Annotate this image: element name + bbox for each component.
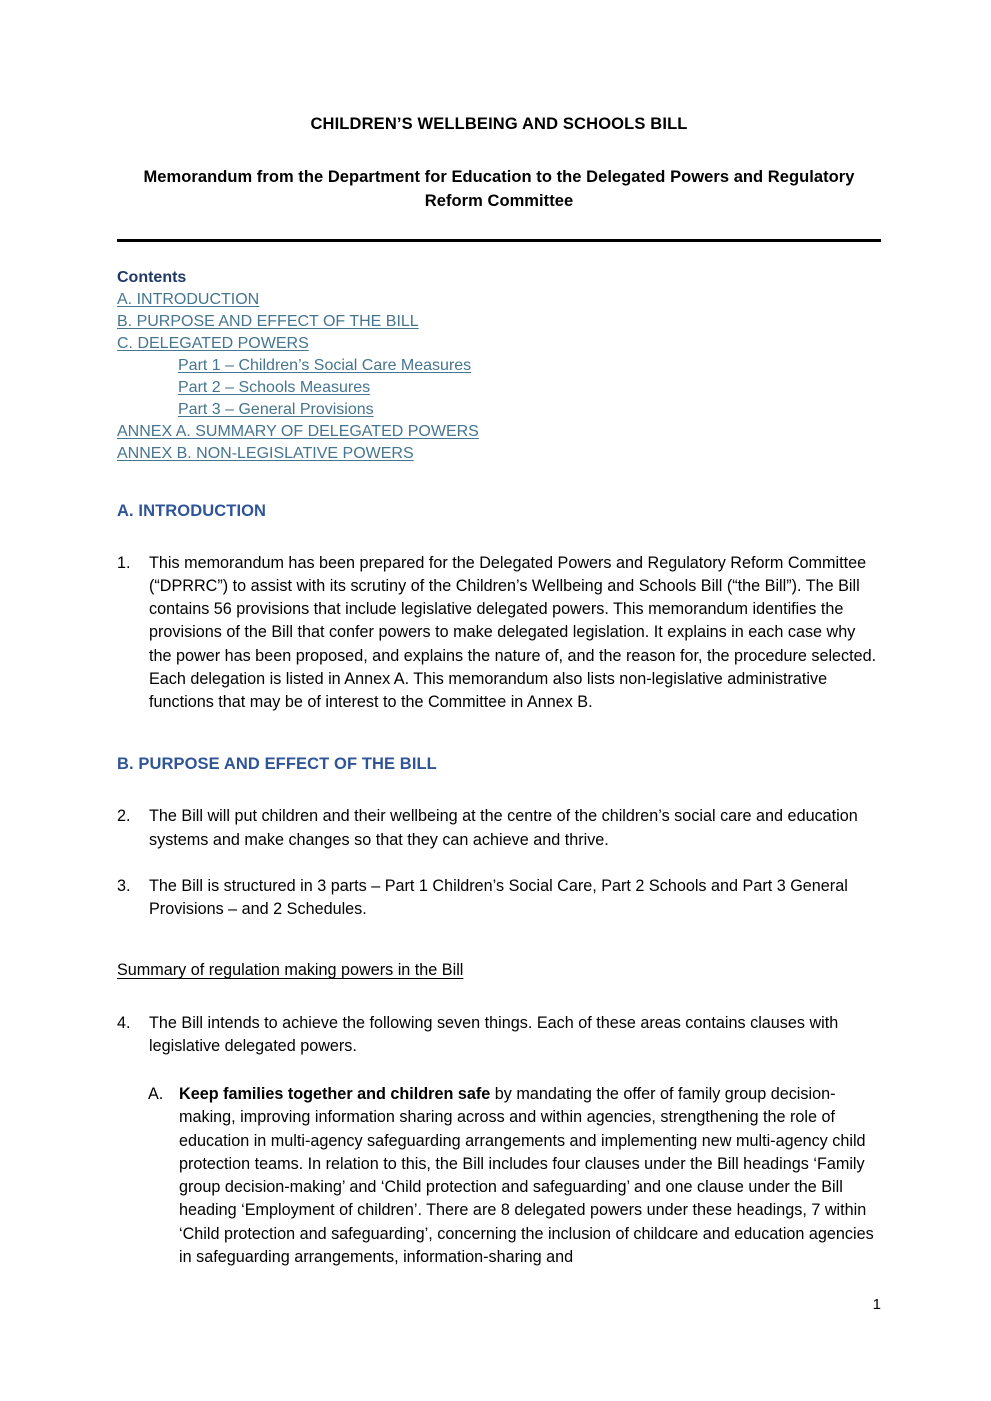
paragraph-3-marker: 3.	[117, 876, 131, 895]
paragraph-3-text: The Bill is structured in 3 parts – Part 1 Children’s Social Care, Part 2 Schools and Part 3 General Provisions – and 2 Schedules.	[149, 876, 848, 918]
paragraph-1-text: This memorandum has been prepared for the Delegated Powers and Regulatory Reform Committee (“DPRRC”) to assist with its scrutiny of the Children’s Wellbeing and Schools Bill (“the Bill”). The Bill contains 56 provisions that include legislative delegated powers. This memorandum identifies the provisions of the Bill that confer powers to make delegated legislation. It explains in each case why the power has been proposed, and explains the nature of, and the reason for, the procedure selected. Each delegation is listed in Annex A. This memorandum also lists non-legislative administrative functions that may be of interest to the Committee in Annex B.	[149, 553, 877, 711]
toc-link-introduction[interactable]: A. INTRODUCTION	[117, 291, 260, 309]
paragraph-4-text: The Bill intends to achieve the following seven things. Each of these areas contains clauses with legislative delegated powers.	[149, 1013, 839, 1055]
page-number: 1	[872, 1296, 881, 1313]
list-item-a-text: by mandating the offer of family group decision-making, improving information sharing across and within agencies, strengthening the role of education in multi-agency safeguarding arrangements and implementing new multi-agency child protection teams. In relation to this, the Bill includes four clauses under the Bill headings ‘Family group decision-making’ and ‘Child protection and safeguarding’ and one clause under the Bill heading ‘Employment of children’. There are 8 delegated powers under these headings, 7 within ‘Child protection and safeguarding’, concerning the inclusion of childcare and education agencies in safeguarding arrangements, information-sharing and	[179, 1085, 874, 1266]
paragraph-1-marker: 1.	[117, 553, 131, 572]
paragraph-2	[117, 805, 881, 851]
title-divider	[117, 239, 881, 242]
paragraph-4	[117, 1012, 881, 1058]
subheading-summary-of-regulation-making-powers: Summary of regulation making powers in the Bill	[117, 961, 464, 980]
toc-link-part-1[interactable]: Part 1 – Children’s Social Care Measures	[178, 356, 472, 374]
paragraph-2-marker: 2.	[117, 807, 131, 826]
section-heading-introduction: A. INTRODUCTION	[117, 502, 267, 521]
paragraph-1	[117, 552, 881, 714]
paragraph-4-marker: 4.	[117, 1013, 131, 1032]
toc-link-part-2[interactable]: Part 2 – Schools Measures	[178, 378, 371, 396]
document-subtitle: Memorandum from the Department for Education to the Delegated Powers and Regulatory Reform Committee	[143, 168, 855, 210]
toc-link-purpose-and-effect[interactable]: B. PURPOSE AND EFFECT OF THE BILL	[117, 313, 419, 331]
section-heading-purpose-and-effect: B. PURPOSE AND EFFECT OF THE BILL	[117, 754, 437, 773]
contents-heading: Contents	[117, 269, 187, 287]
toc-link-annex-a[interactable]: ANNEX A. SUMMARY OF DELEGATED POWERS	[117, 422, 479, 440]
list-item-a-bold-lead: Keep families together and children safe	[179, 1085, 491, 1104]
toc-link-delegated-powers[interactable]: C. DELEGATED POWERS	[117, 335, 309, 352]
list-item-a-marker: A.	[148, 1085, 164, 1104]
paragraph-2-text: The Bill will put children and their wellbeing at the centre of the children’s social care and education systems and make changes so that they can achieve and thrive.	[149, 807, 858, 849]
list-item-a	[148, 1083, 881, 1269]
table-of-contents	[117, 267, 881, 464]
toc-link-part-3[interactable]: Part 3 – General Provisions	[178, 400, 374, 418]
page-title: CHILDREN’S WELLBEING AND SCHOOLS BILL	[310, 115, 688, 133]
toc-link-annex-b[interactable]: ANNEX B. NON-LEGISLATIVE POWERS	[117, 444, 414, 462]
document-content	[117, 0, 881, 1285]
paragraph-3	[117, 875, 881, 921]
